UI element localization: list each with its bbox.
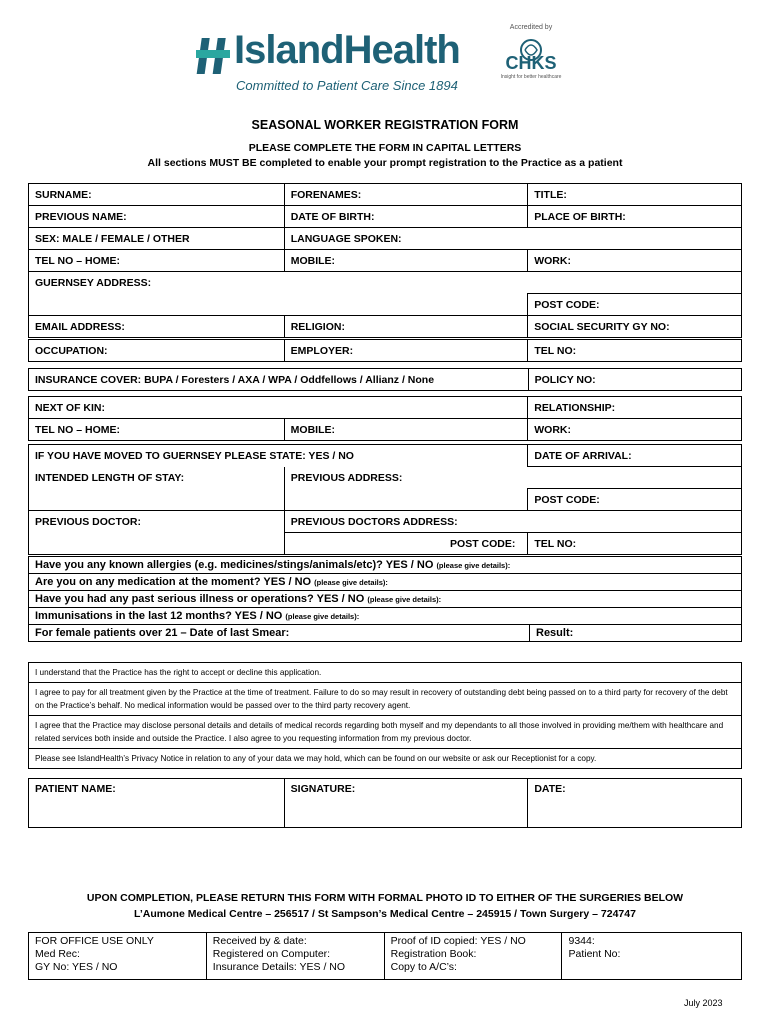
guernsey-address-field[interactable]: GUERNSEY ADDRESS: (29, 272, 742, 294)
length-of-stay-field[interactable]: INTENDED LENGTH OF STAY: (29, 467, 285, 489)
immunisations-question[interactable] (29, 608, 741, 625)
allergies-question[interactable] (29, 557, 741, 574)
moved-table (28, 444, 742, 555)
employment-table (28, 339, 742, 362)
capitals-instruction: PLEASE COMPLETE THE FORM IN CAPITAL LETTERS (248, 142, 522, 154)
prev-post-code-field[interactable]: POST CODE: (528, 489, 742, 511)
allergies-details-hint: (please give details): (436, 561, 511, 570)
doctor-blank[interactable] (29, 533, 285, 555)
email-field[interactable]: EMAIL ADDRESS: (29, 316, 285, 338)
sex-field[interactable]: SEX: MALE / FEMALE / OTHER (29, 228, 285, 250)
employer-field[interactable]: EMPLOYER: (284, 340, 528, 362)
stay-blank[interactable] (29, 489, 285, 511)
arrival-date-field[interactable]: DATE OF ARRIVAL: (528, 445, 742, 467)
accredited-label: Accredited by (509, 24, 553, 31)
signature-date-field[interactable]: DATE: (528, 779, 742, 828)
forenames-field[interactable]: FORENAMES: (284, 184, 528, 206)
chks-name: CHKS (505, 53, 557, 73)
office-use-table (28, 932, 742, 980)
received-cell (206, 933, 384, 980)
patient-name-field[interactable]: PATIENT NAME: (29, 779, 285, 828)
previous-doctor-address-field[interactable]: PREVIOUS DOCTORS ADDRESS: (284, 511, 741, 533)
kin-work-field[interactable]: WORK: (528, 419, 742, 441)
chks-accreditation-logo (496, 24, 566, 94)
island-health-logo (196, 28, 496, 96)
sections-instruction: All sections MUST BE completed to enable your prompt registration to the Practice as a patient (147, 157, 623, 169)
copy-to-label: Copy to A/C’s: (390, 961, 457, 973)
signature-table (28, 778, 742, 828)
personal-details-table (28, 183, 742, 338)
patient-no-label: Patient No: (568, 948, 621, 960)
illness-details-hint: (please give details): (367, 595, 442, 604)
religion-field[interactable]: RELIGION: (284, 316, 528, 338)
next-of-kin-field[interactable]: NEXT OF KIN: (29, 397, 528, 419)
office-use-label: FOR OFFICE USE ONLY (35, 935, 154, 947)
statement-payment: I agree to pay for all treatment given by the Practice at the time of treatment. Failure to do so may result in recovery of outstanding debt being passed on to a third party for recovery of the debt on the Practice’s behalf. No medical information would be passed over to the third party recovery agent. (29, 683, 741, 716)
chks-emblem-icon (516, 38, 546, 62)
signature-field[interactable]: SIGNATURE: (284, 779, 528, 828)
return-instruction: UPON COMPLETION, PLEASE RETURN THIS FORM WITH FORMAL PHOTO ID TO EITHER OF THE SURGERIES BELOW (86, 892, 684, 904)
medication-text: Are you on any medication at the moment? YES / NO (35, 576, 312, 588)
date-of-birth-field[interactable]: DATE OF BIRTH: (284, 206, 528, 228)
registered-label: Registered on Computer: (212, 948, 331, 960)
immunisations-text: Immunisations in the last 12 months? YES / NO (35, 610, 283, 622)
guernsey-address-line[interactable] (29, 294, 528, 316)
logo-wordmark: IslandHealth (234, 28, 460, 72)
gy-no-label: GY No: YES / NO (35, 961, 118, 973)
received-by-label: Received by & date: (212, 935, 307, 947)
work-field[interactable]: WORK: (528, 250, 742, 272)
declarations (28, 662, 742, 769)
office-use-cell (29, 933, 207, 980)
statement-privacy: Please see IslandHealth’s Privacy Notice in relation to any of your data we may hold, which can be found on our website or ask our Receptionist for a copy. (29, 749, 741, 769)
illness-question[interactable] (29, 591, 741, 608)
previous-name-field[interactable]: PREVIOUS NAME: (29, 206, 285, 228)
smear-question[interactable] (29, 625, 741, 642)
previous-address-field[interactable]: PREVIOUS ADDRESS: (284, 467, 741, 489)
next-of-kin-table (28, 396, 742, 441)
previous-doctor-field[interactable]: PREVIOUS DOCTOR: (29, 511, 285, 533)
med-rec-label: Med Rec: (35, 948, 80, 960)
smear-result-field[interactable]: Result: (529, 625, 579, 641)
proof-cell (384, 933, 562, 980)
insurance-details-label: Insurance Details: YES / NO (212, 961, 346, 973)
doctor-post-code-field[interactable]: POST CODE: (284, 533, 528, 555)
chks-subtitle: Insight for better healthcare (500, 74, 562, 80)
relationship-field[interactable]: RELATIONSHIP: (528, 397, 742, 419)
medication-question[interactable] (29, 574, 741, 591)
statement-disclosure: I agree that the Practice may disclose personal details and details of medical records regarding both myself and my dependants to all those involved in providing me/them with healthcare and related services both inside and outside the Practice. I also agree to you requesting information from my previous doctor. (29, 716, 741, 749)
form-title: SEASONAL WORKER REGISTRATION FORM (251, 118, 519, 132)
kin-tel-home-field[interactable]: TEL NO – HOME: (29, 419, 285, 441)
doctor-tel-field[interactable]: TEL NO: (528, 533, 742, 555)
social-security-field[interactable]: SOCIAL SECURITY GY NO: (528, 316, 742, 338)
smear-text: For female patients over 21 – Date of last Smear: (35, 627, 290, 639)
immunisations-details-hint: (please give details): (285, 612, 360, 621)
language-field[interactable]: LANGUAGE SPOKEN: (284, 228, 741, 250)
logo-tagline: Committed to Patient Care Since 1894 (236, 78, 458, 93)
medication-details-hint: (please give details): (314, 578, 388, 587)
surname-field[interactable]: SURNAME: (29, 184, 285, 206)
kin-mobile-field[interactable]: MOBILE: (284, 419, 528, 441)
post-code-field[interactable]: POST CODE: (528, 294, 742, 316)
place-of-birth-field[interactable]: PLACE OF BIRTH: (528, 206, 742, 228)
title-field[interactable]: TITLE: (528, 184, 742, 206)
moved-field[interactable]: IF YOU HAVE MOVED TO GUERNSEY PLEASE STATE: YES / NO (29, 445, 528, 467)
employer-tel-field[interactable]: TEL NO: (528, 340, 742, 362)
proof-id-label: Proof of ID copied: YES / NO (390, 935, 526, 947)
code-cell (562, 933, 742, 980)
code-9344-label: 9344: (568, 935, 595, 947)
form-date: July 2023 (684, 998, 723, 1008)
previous-address-line[interactable] (284, 489, 528, 511)
insurance-table (28, 368, 742, 391)
allergies-text: Have you any known allergies (e.g. medicines/stings/animals/etc)? YES / NO (35, 559, 434, 571)
occupation-field[interactable]: OCCUPATION: (29, 340, 285, 362)
policy-field[interactable]: POLICY NO: (528, 369, 741, 391)
tel-home-field[interactable]: TEL NO – HOME: (29, 250, 285, 272)
medical-questions (28, 556, 742, 642)
mobile-field[interactable]: MOBILE: (284, 250, 528, 272)
registration-book-label: Registration Book: (390, 948, 477, 960)
statement-accept: I understand that the Practice has the right to accept or decline this application. (29, 663, 741, 683)
insurance-field[interactable]: INSURANCE COVER: BUPA / Foresters / AXA / WPA / Oddfellows / Allianz / None (29, 369, 529, 391)
cross-logo-icon (196, 36, 232, 76)
illness-text: Have you had any past serious illness or operations? YES / NO (35, 593, 365, 605)
surgeries-list: L’Aumone Medical Centre – 256517 / St Sampson’s Medical Centre – 245915 / Town Surgery – 724747 (134, 908, 636, 920)
